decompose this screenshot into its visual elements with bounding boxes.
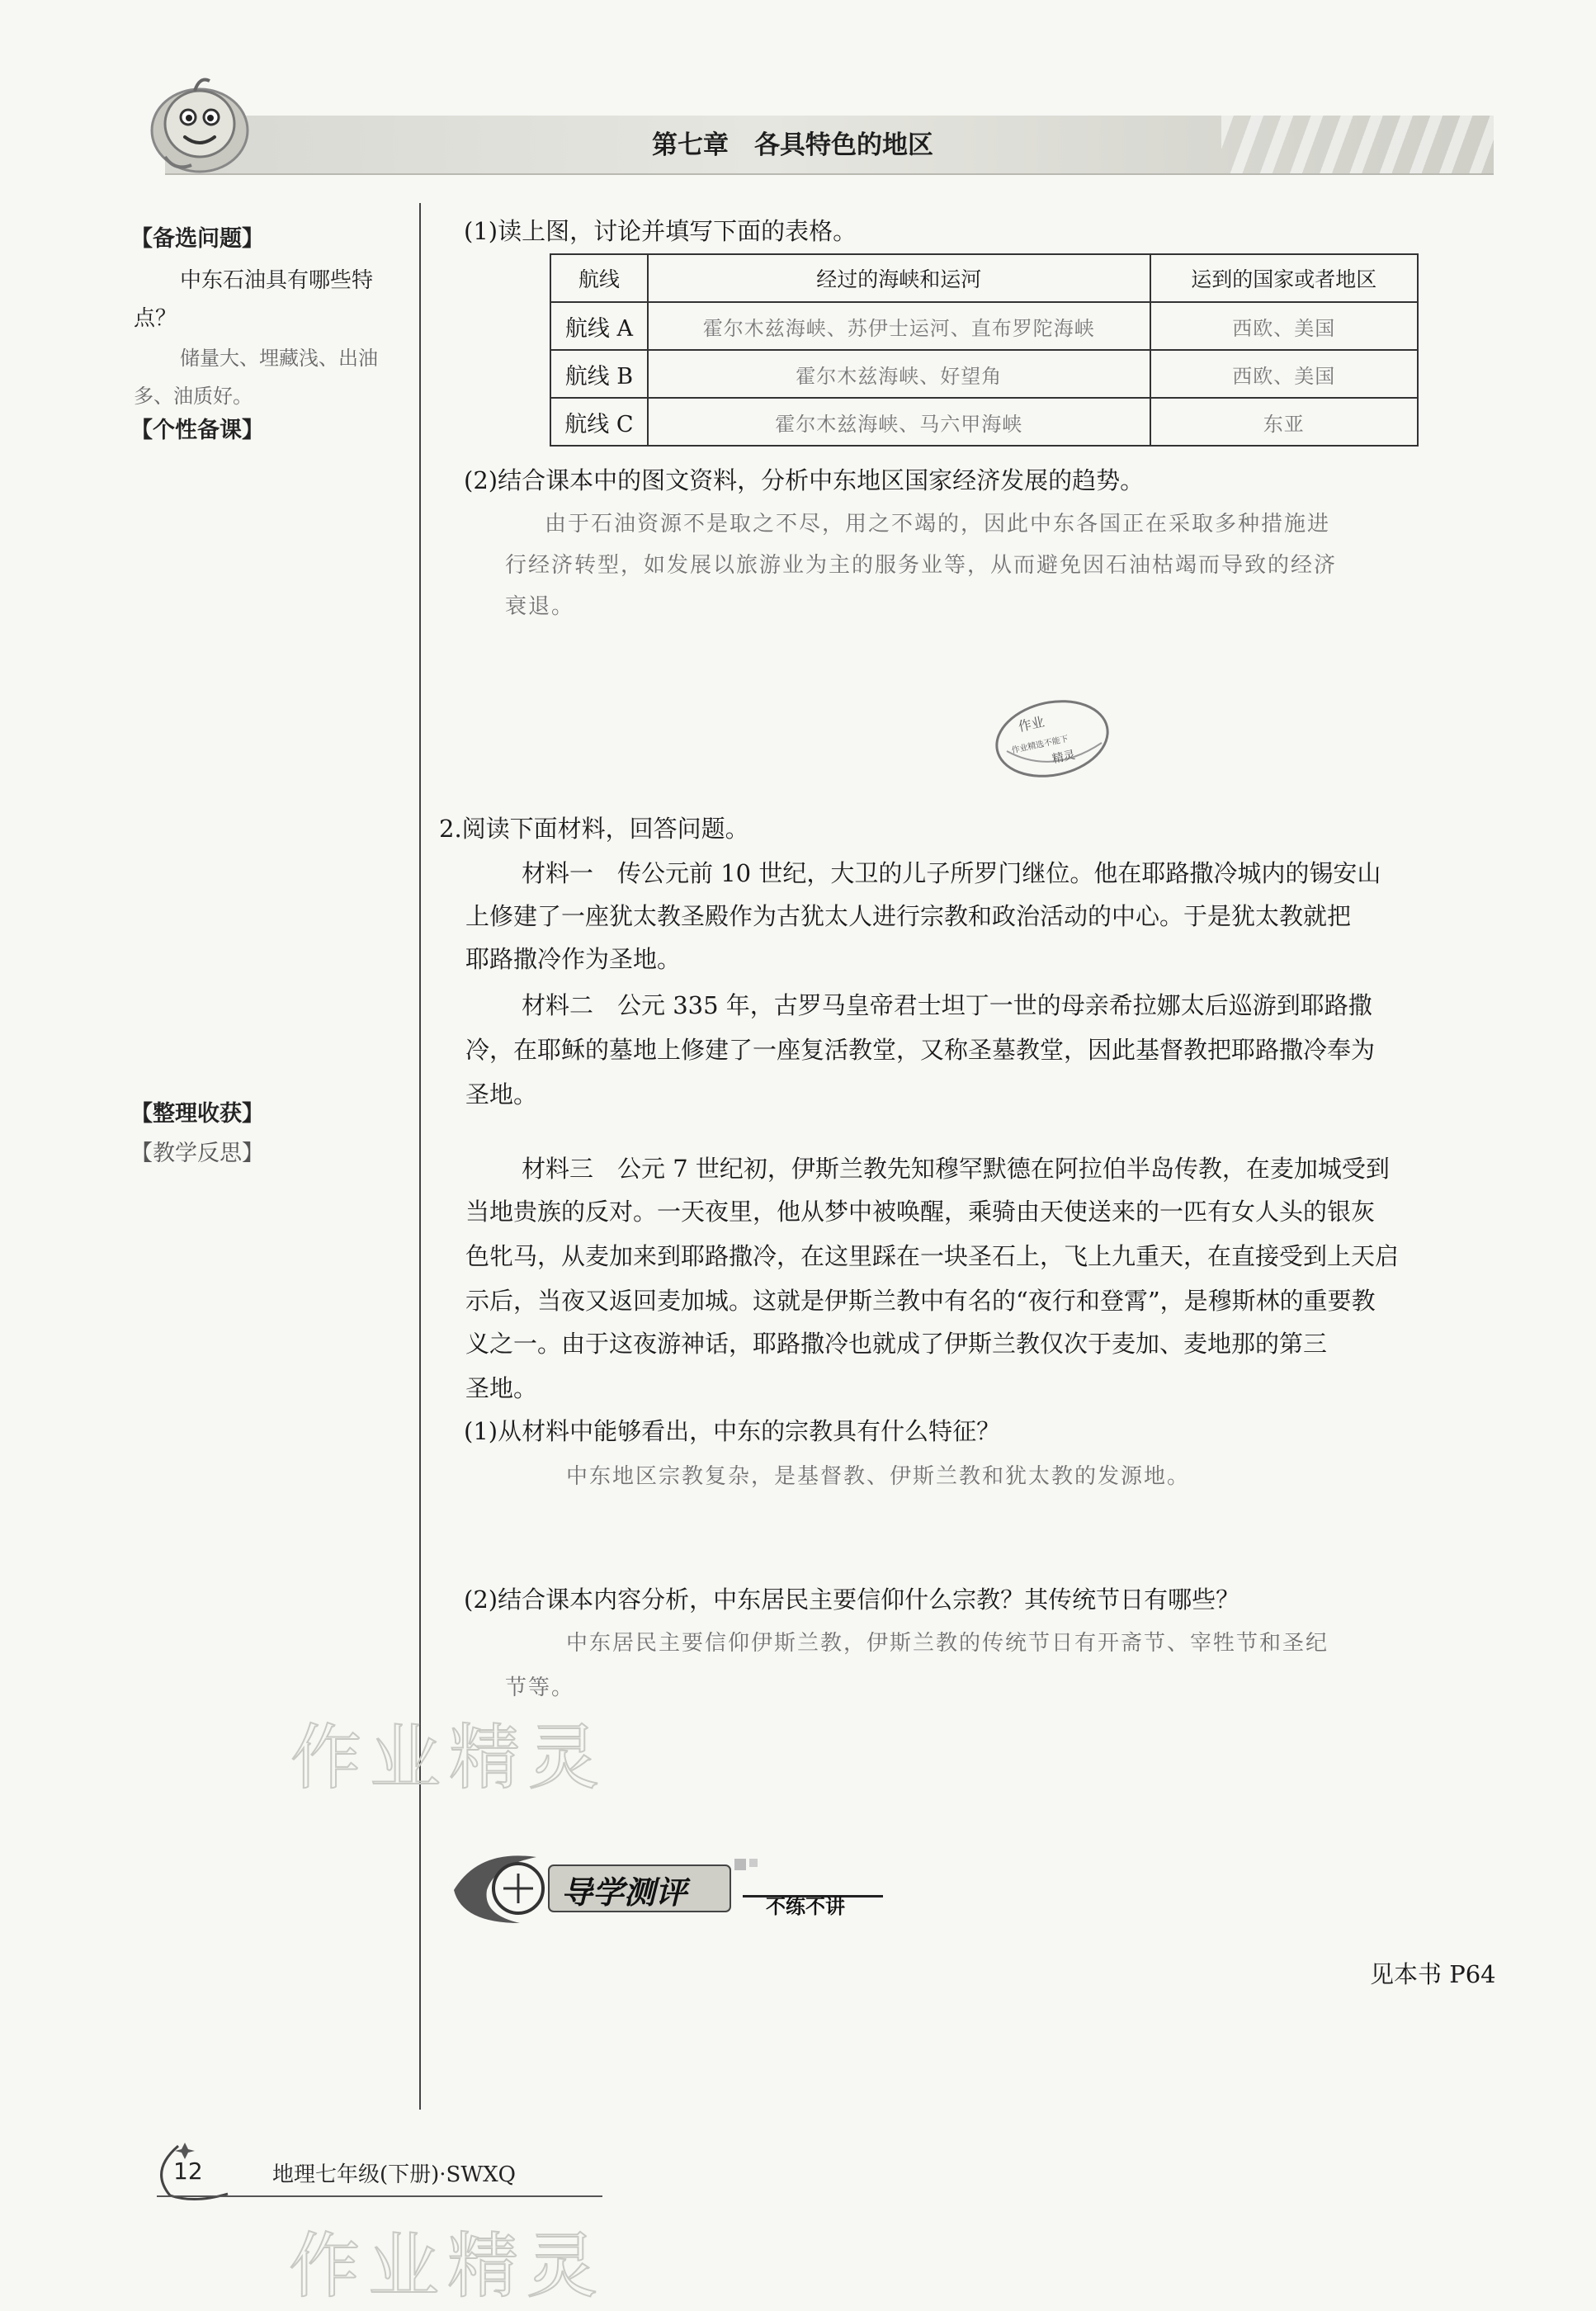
table-header-cell: 经过的海峡和运河 (648, 254, 1150, 302)
straits-answer-cell: 霍尔木兹海峡、好望角 (648, 350, 1150, 398)
q1-part2-prompt: (2)结合课本中的图文资料，分析中东地区国家经济发展的趋势。 (464, 466, 1145, 494)
q2-material1-line2: 上修建了一座犹太教圣殿作为古犹太人进行宗教和政治活动的中心。于是犹太教就把 (465, 902, 1352, 930)
reference-page: 见本书 P64 (1370, 1960, 1496, 1988)
q1-part2-answer-line3: 衰退。 (505, 594, 575, 619)
table-row (550, 302, 1418, 350)
sidebar-optional-title: 【备选问题】 (130, 226, 264, 252)
table-row (550, 350, 1418, 398)
route-name-cell: 航线 C (550, 398, 648, 446)
sidebar-reflection-title: 【教学反思】 (130, 1141, 264, 1166)
banner-title: 导学测评 (561, 1874, 687, 1911)
book-info: 地理七年级(下册)·SWXQ (272, 2162, 516, 2187)
route-name-cell: 航线 A (550, 302, 648, 350)
margin-divider (419, 203, 421, 2110)
footer-line (157, 2195, 602, 2197)
destination-answer-cell: 西欧、美国 (1150, 350, 1418, 398)
table-row (550, 398, 1418, 446)
header-stripes (1221, 116, 1494, 173)
watermark-text-footer: 作业精灵 (289, 2225, 606, 2308)
table-header-cell: 运到的国家或者地区 (1150, 254, 1418, 302)
chapter-title: 第七章 各具特色的地区 (652, 130, 933, 160)
watermark-text: 作业精灵 (290, 1717, 607, 1799)
q2-prompt: 2.阅读下面材料，回答问题。 (439, 815, 749, 843)
q2-material2-line1: 材料二 公元 335 年，古罗马皇帝君士坦丁一世的母亲希拉娜太后巡游到耶路撒 (522, 991, 1372, 1019)
q2-material1-line1: 材料一 传公元前 10 世纪，大卫的儿子所罗门继位。他在耶路撒冷城内的锡安山 (522, 859, 1381, 887)
banner-subtitle: 不练不讲 (766, 1895, 845, 1918)
route-name-cell: 航线 B (550, 350, 648, 398)
q2-material3-line4: 示后，当夜又返回麦加城。这就是伊斯兰教中有名的“夜行和登霄”，是穆斯林的重要教 (465, 1287, 1376, 1315)
stamp-line3: 精灵 (1051, 748, 1077, 767)
q2-material1-line3: 耶路撒冷作为圣地。 (465, 945, 682, 973)
q2-part2-prompt: (2)结合课本内容分析，中东居民主要信仰什么宗教？其传统节日有哪些？ (464, 1586, 1240, 1614)
q2-material3-line6: 圣地。 (465, 1374, 538, 1402)
q2-part2-answer-line1: 中东居民主要信仰伊斯兰教，伊斯兰教的传统节日有开斋节、宰牲节和圣纪 (566, 1631, 1329, 1656)
sidebar-question-line1: 中东石油具有哪些特 (180, 268, 374, 293)
table-header-cell: 航线 (550, 254, 648, 302)
q2-material3-line5: 义之一。由于这夜游神话，耶路撒冷也就成了伊斯兰教仅次于麦加、麦地那的第三 (465, 1330, 1328, 1358)
q1-part2-answer-line1: 由于石油资源不是取之不尽，用之不竭的，因此中东各国正在采取多种措施进 (545, 512, 1331, 536)
stamp-line1: 作业 (1017, 713, 1046, 735)
q2-part1-answer: 中东地区宗教复杂，是基督教、伊斯兰教和犹太教的发源地。 (566, 1464, 1191, 1489)
sidebar-summary-title: 【整理收获】 (130, 1101, 264, 1127)
destination-answer-cell: 东亚 (1150, 398, 1418, 446)
sidebar-answer-line1: 储量大、埋藏浅、出油 (180, 347, 378, 370)
q1-part1-prompt: (1)读上图，讨论并填写下面的表格。 (464, 217, 857, 245)
straits-answer-cell: 霍尔木兹海峡、苏伊士运河、直布罗陀海峡 (648, 302, 1150, 350)
q2-part2-answer-line2: 节等。 (505, 1675, 575, 1700)
stamp-line2: 作业精选不能下 (1010, 735, 1070, 756)
homework-stamp-icon (990, 693, 1114, 784)
q2-material3-line2: 当地贵族的反对。一天夜里，他从梦中被唤醒，乘骑由天使送来的一匹有女人头的银灰 (465, 1198, 1376, 1226)
mascot-logo-icon (142, 66, 257, 182)
straits-answer-cell: 霍尔木兹海峡、马六甲海峡 (648, 398, 1150, 446)
shipping-routes-table (550, 253, 1419, 447)
destination-answer-cell: 西欧、美国 (1150, 302, 1418, 350)
sidebar-answer-line2: 多、油质好。 (134, 385, 253, 408)
q2-material3-line3: 色牝马，从麦加来到耶路撒冷，在这里踩在一块圣石上，飞上九重天，在直接受到上天启 (465, 1242, 1400, 1270)
sidebar-question-line2: 点？ (134, 306, 177, 331)
sidebar-personal-title: 【个性备课】 (130, 418, 264, 443)
q2-material2-line3: 圣地。 (465, 1080, 538, 1108)
q2-part1-prompt: (1)从材料中能够看出，中东的宗教具有什么特征？ (464, 1417, 1001, 1445)
q2-material3-line1: 材料三 公元 7 世纪初，伊斯兰教先知穆罕默德在阿拉伯半岛传教，在麦加城受到 (522, 1155, 1390, 1183)
q1-part2-answer-line2: 行经济转型，如发展以旅游业为主的服务业等，从而避免因石油枯竭而导致的经济 (505, 553, 1338, 578)
table-header-row (550, 254, 1418, 302)
page-number: 12 (173, 2157, 203, 2185)
q2-material2-line2: 冷，在耶稣的墓地上修建了一座复活教堂，又称圣墓教堂，因此基督教把耶路撒冷奉为 (465, 1036, 1376, 1064)
